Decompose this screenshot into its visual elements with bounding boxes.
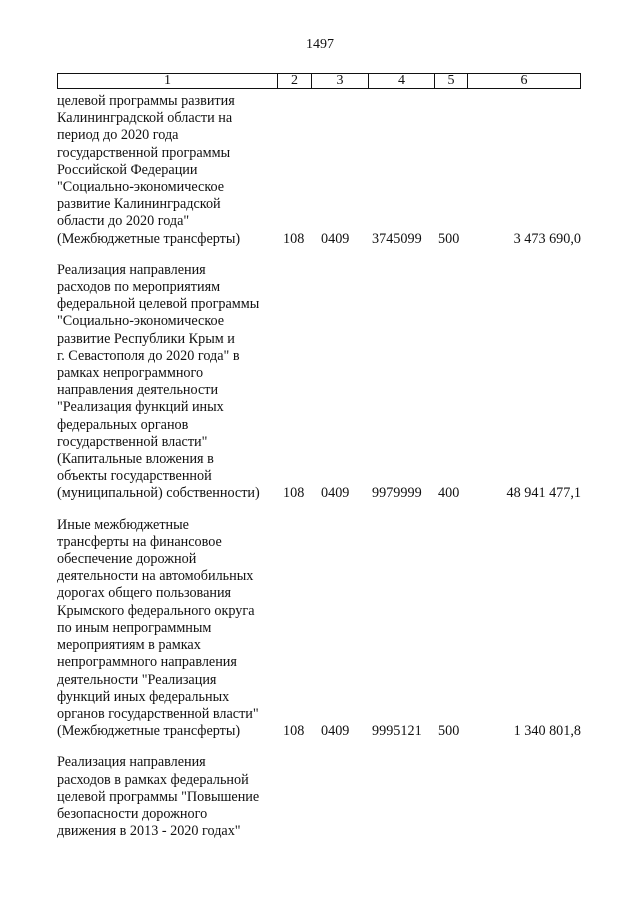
- row-description: Реализация направления расходов по мероприятиям федеральной целевой программы "Социально-экономическое развитие Республики Крым и г. Севастополя до 2020 года" в рамках непрограммного направления деятельности "Реализация функций иных федеральных органов государственной власти" (Капитальные вложения в объекты государственной (муниципальной) собственности): [57, 261, 260, 502]
- header-col-6: 6: [520, 73, 528, 88]
- row-section: 0409: [321, 723, 350, 740]
- row-description: Реализация направления расходов в рамках федеральной целевой программы "Повышение безопасности дорожного движения в 2013 - 2020 годах": [57, 754, 260, 840]
- table-row: [57, 517, 587, 741]
- header-col-5: 5: [435, 74, 468, 88]
- header-col-2: 2: [278, 74, 312, 88]
- row-section: 0409: [321, 230, 350, 247]
- row-amount: 48 941 477,1: [506, 485, 581, 502]
- header-col-1: 1: [58, 74, 278, 88]
- header-col-4: 4: [369, 74, 435, 88]
- table-row: [57, 754, 587, 840]
- header-col-3: 3: [312, 74, 369, 88]
- row-amount: 3 473 690,0: [513, 230, 581, 247]
- row-expense-type: 500: [438, 723, 460, 740]
- table-row: [57, 262, 587, 503]
- table-row: [57, 93, 587, 248]
- row-description: Иные межбюджетные трансферты на финансовое обеспечение дорожной деятельности на автомобильных дорогах общего пользования Крымского федерального округа по иным непрограммным мероприятиям в рамках непрограммного направления деятельности "Реализация функций иных федеральных органов государственной власти" (Межбюджетные трансферты): [57, 516, 259, 740]
- row-ministry: 108: [283, 230, 305, 247]
- row-expense-type: 400: [438, 485, 460, 502]
- row-ministry: 108: [283, 723, 305, 740]
- row-amount: 1 340 801,8: [513, 723, 581, 740]
- budget-table: [57, 93, 587, 840]
- row-description: целевой программы развития Калининградской области на период до 2020 года государственной программы Российской Федерации "Социально-экономическое развитие Калининградской области до 2020 года" (Межбюджетные трансферты): [57, 93, 241, 247]
- row-expense-type: 500: [438, 230, 460, 247]
- row-target: 9995121: [372, 723, 422, 740]
- row-target: 3745099: [372, 230, 422, 247]
- table-header: [57, 73, 581, 89]
- row-ministry: 108: [283, 485, 305, 502]
- row-section: 0409: [321, 485, 350, 502]
- page-number: 1497: [306, 37, 334, 52]
- row-target: 9979999: [372, 485, 422, 502]
